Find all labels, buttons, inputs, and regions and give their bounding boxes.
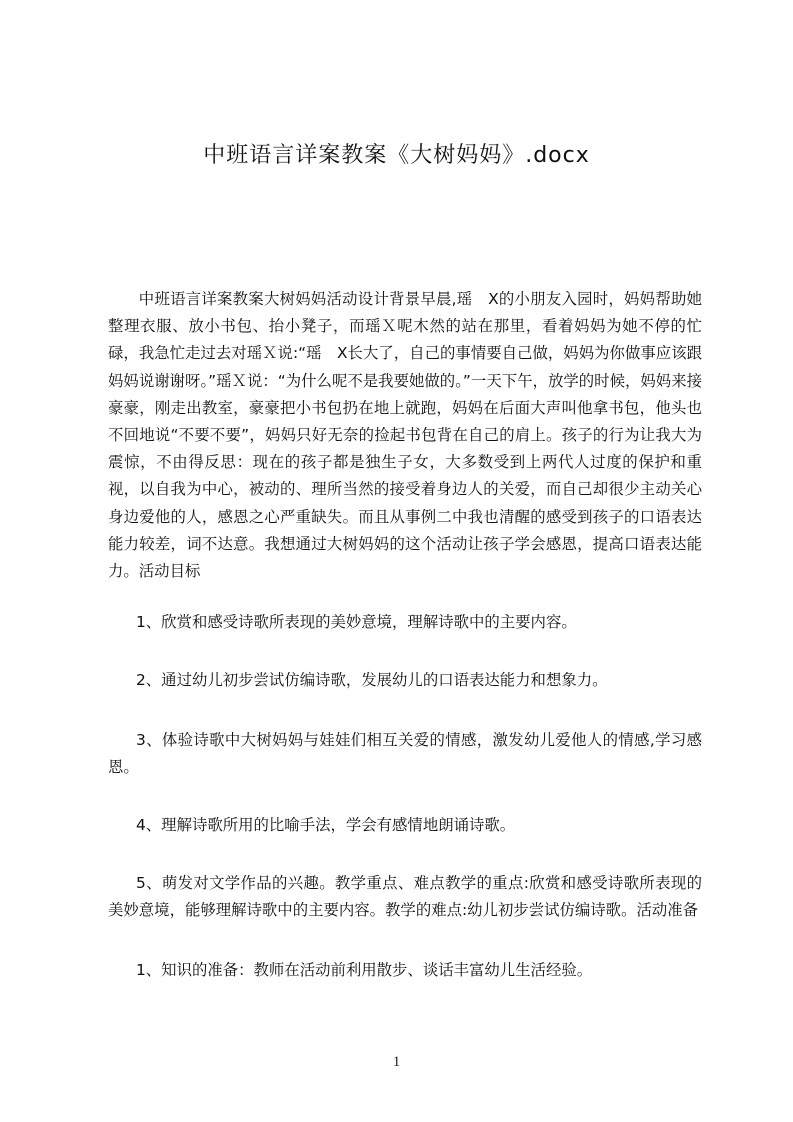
goal-item-2: 2、通过幼儿初步尝试仿编诗歌，发展幼儿的口语表达能力和想象力。 [136,671,608,690]
intro-paragraph: 中班语言详案教案大树妈妈活动设计背景早晨,瑶 X的小朋友入园时，妈妈帮助她整理衣服、放小书包、抬小凳子，而瑶Ｘ呢木然的站在那里，看着妈妈为她不停的忙碌，我急忙走过去对瑶Ｘ说:“瑶 X长大了，自己的事情要自己做，妈妈为你做事应该跟妈妈说谢谢呀。”瑶Ｘ说：“为什么呢不是我要她做的。”一天下午，放学的时候，妈妈来接豪豪，刚走出教室，豪豪把小书包扔在地上就跑，妈妈在后面大声叫他拿书包，他头也不回地说“不要不要”，妈妈只好无奈的捡起书包背在自己的肩上。孩子的行为让我大为震惊，不由得反思：现在的孩子都是独生子女，大多数受到上两代人过度的保护和重视，以自我为中心，被动的、理所当然的接受着身边人的关爱，而自己却很少主动关心身边爱他的人，感恩之心严重缺失。而且从事例二中我也清醒的感受到孩子的口语表达能力较差，词不达意。我想通过大树妈妈的这个活动让孩子学会感恩，提高口语表达能力。活动目标 [108,290,702,581]
document-body [108,286,702,984]
goal-item-4: 4、理解诗歌所用的比喻手法，学会有感情地朗诵诗歌。 [136,816,516,835]
goal-item-1: 1、欣赏和感受诗歌所表现的美妙意境，理解诗歌中的主要内容。 [136,613,577,632]
document-title: 中班语言详案教案《大树妈妈》.docx [203,143,590,168]
page-number: 1 [392,1054,401,1070]
goal-item-5: 5、萌发对文学作品的兴趣。教学重点、难点教学的重点:欣赏和感受诗歌所表现的美妙意境，能够理解诗歌中的主要内容。教学的难点:幼儿初步尝试仿编诗歌。活动准备 [108,874,702,920]
goal-item-3: 3、体验诗歌中大树妈妈与娃娃们相互关爱的情感，激发幼儿爱他人的情感,学习感恩。 [108,730,702,776]
preparation-item-1: 1、知识的准备：教师在活动前利用散步、谈话丰富幼儿生活经验。 [136,960,593,979]
